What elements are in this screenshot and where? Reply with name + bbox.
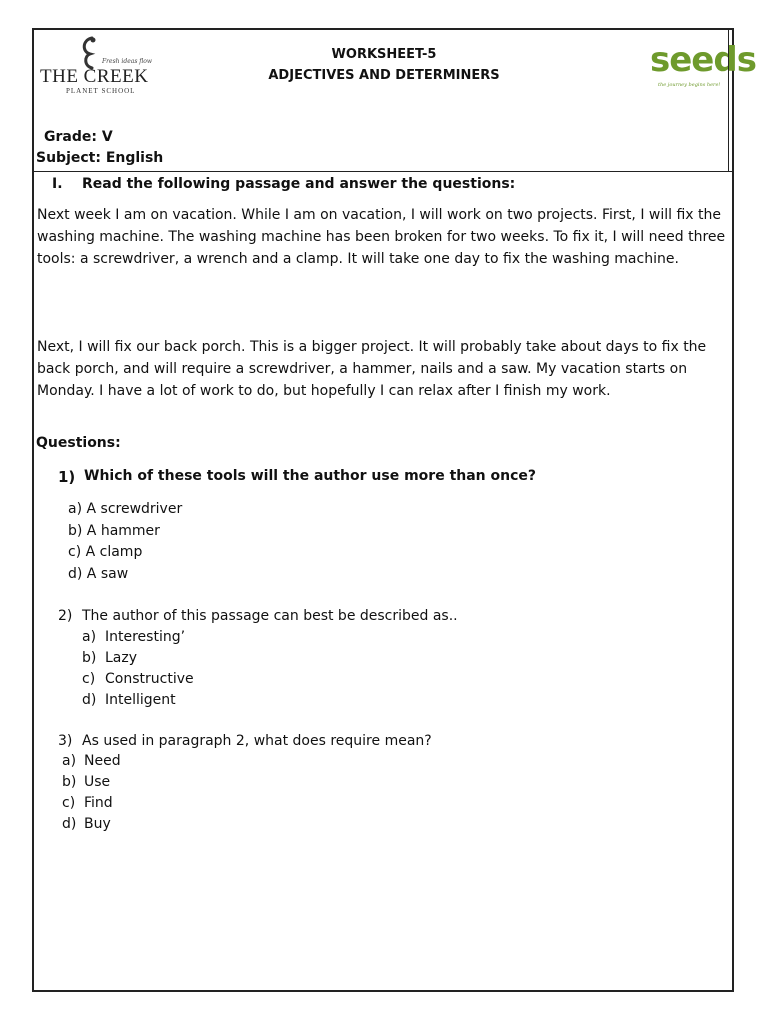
school-subname: PLANET SCHOOL bbox=[66, 87, 136, 95]
question-2-option-a-text: Interesting’ bbox=[105, 629, 186, 645]
question-1-option-d: d) A saw bbox=[68, 566, 129, 582]
worksheet-title: WORKSHEET-5 bbox=[331, 47, 437, 62]
question-3-option-c-text: Find bbox=[84, 795, 113, 811]
question-2-number: 2) bbox=[58, 608, 73, 624]
passage-paragraph-2: Next, I will fix our back porch. This is a bigger project. It will probably take about days to fix the back porch, and will require a screwdriver, a hammer, nails and a saw. My vacation starts on Monday. I have a lot of work to do, but hopefully I can relax after I finish my work. bbox=[37, 339, 707, 399]
question-3-text: As used in paragraph 2, what does require mean? bbox=[82, 733, 432, 749]
school-logo bbox=[40, 36, 162, 106]
question-2-option-d-text: Intelligent bbox=[105, 692, 176, 708]
question-1-option-c: c) A clamp bbox=[68, 544, 143, 560]
question-1-option-b: b) A hammer bbox=[68, 523, 160, 539]
question-2-option-a-letter: a) bbox=[82, 629, 97, 645]
question-2-option-d-letter: d) bbox=[82, 692, 97, 708]
subject-label: Subject: English bbox=[36, 150, 164, 166]
header-divider-vertical bbox=[728, 30, 729, 172]
question-3-option-d-letter: d) bbox=[62, 816, 77, 832]
question-3-number: 3) bbox=[58, 733, 73, 749]
question-2-option-b-text: Lazy bbox=[105, 650, 138, 666]
creek-swirl-icon bbox=[78, 36, 102, 70]
questions-label: Questions: bbox=[36, 435, 121, 451]
question-3-option-b-letter: b) bbox=[62, 774, 77, 790]
school-tagline: Fresh ideas flow bbox=[102, 58, 153, 65]
question-3-option-d-text: Buy bbox=[84, 816, 111, 832]
question-3-option-a-letter: a) bbox=[62, 753, 77, 769]
question-2-text: The author of this passage can best be described as.. bbox=[82, 608, 458, 624]
section-number: I. bbox=[52, 176, 63, 192]
school-name: THE CREEK bbox=[40, 66, 149, 87]
question-2-option-b-letter: b) bbox=[82, 650, 97, 666]
grade-label: Grade: V bbox=[44, 129, 113, 145]
question-1-number: 1) bbox=[58, 468, 76, 486]
seeds-wordmark: seeds bbox=[650, 40, 756, 80]
worksheet-subtitle: ADJECTIVES AND DETERMINERS bbox=[268, 68, 500, 83]
question-3-option-a-text: Need bbox=[84, 753, 121, 769]
question-2-option-c-letter: c) bbox=[82, 671, 96, 687]
question-1-option-a: a) A screwdriver bbox=[68, 501, 183, 517]
header-divider bbox=[34, 171, 732, 172]
worksheet-page bbox=[32, 28, 756, 992]
question-3-option-c-letter: c) bbox=[62, 795, 76, 811]
question-1-text: Which of these tools will the author use more than once? bbox=[84, 468, 537, 484]
seeds-logo bbox=[646, 40, 756, 98]
passage-paragraph-1: Next week I am on vacation. While I am on vacation, I will work on two projects. First, I will fix the washing machine. The washing machine has been broken for two weeks. To fix it, I will need three tools: a screwdriver, a wrench and a clamp. It will take one day to fix the washing machine. bbox=[37, 207, 726, 267]
question-2-option-c-text: Constructive bbox=[105, 671, 194, 687]
section-heading: Read the following passage and answer the questions: bbox=[82, 176, 516, 192]
seeds-tagline: the journey begins here! bbox=[658, 82, 721, 88]
question-3-option-b-text: Use bbox=[84, 774, 111, 790]
